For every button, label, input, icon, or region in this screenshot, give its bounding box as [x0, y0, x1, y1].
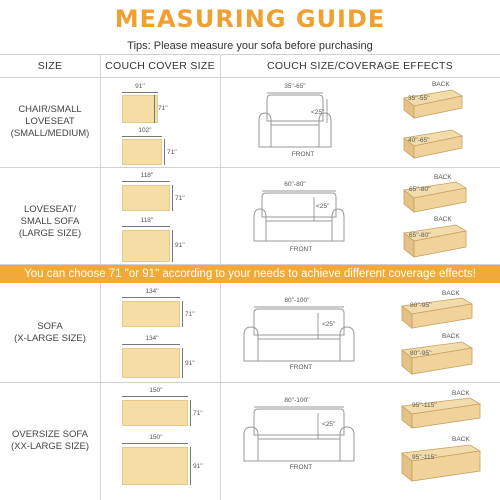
back-label: BACK	[442, 333, 460, 340]
coverage-range-label: 80''-95''	[410, 302, 432, 309]
size-name	[0, 429, 100, 453]
height-dimension-line	[164, 139, 165, 165]
page-title: MEASURING GUIDE	[114, 5, 386, 33]
couch-width-label: 60''-80''	[284, 181, 306, 188]
size-name-line: LOVESEAT/	[23, 204, 77, 215]
size-name-line: SOFA	[37, 321, 63, 332]
width-dimension-line	[122, 396, 188, 397]
coverage-range-label: 40''-65''	[408, 137, 430, 144]
sofa-outline-icon	[255, 91, 355, 159]
size-name-line: OVERSIZE SOFA	[11, 429, 89, 440]
sofa-cover-3d-icon	[398, 443, 488, 483]
size-name-line: (SMALL/MEDIUM)	[10, 128, 90, 139]
height-dimension-line	[182, 348, 183, 378]
sofa-cover-3d-icon	[400, 88, 466, 120]
cover-swatch	[122, 301, 180, 327]
cover-swatch	[122, 185, 170, 211]
coverage-range-label: 95''-115''	[412, 454, 437, 461]
title-bar	[0, 0, 500, 38]
width-dimension-line	[122, 181, 170, 182]
cover-height-label: 71''	[175, 195, 185, 202]
height-dimension-line	[190, 447, 191, 485]
front-label: FRONT	[291, 151, 315, 158]
coverage-banner: You can choose 71 "or 91" according to your needs to achieve different coverage effects!	[0, 265, 500, 283]
header-cover: COUCH COVER SIZE	[105, 60, 215, 72]
height-dimension-line	[172, 230, 173, 262]
header-size: SIZE	[37, 60, 63, 72]
cover-width-label: 150''	[149, 387, 163, 394]
cover-width-label: 91''	[135, 83, 145, 90]
coverage-range-label: 95''-115''	[412, 402, 437, 409]
width-dimension-line	[122, 443, 188, 444]
cover-swatch	[122, 348, 180, 378]
cover-height-label: 71''	[167, 149, 177, 156]
coverage-range-label: 65''-80''	[409, 232, 431, 239]
size-name-line: (LARGE SIZE)	[18, 228, 82, 239]
back-label: BACK	[434, 216, 452, 223]
cover-width-label: 134''	[145, 335, 159, 342]
back-label: BACK	[452, 436, 470, 443]
cover-width-label: 102''	[138, 127, 152, 134]
cover-height-label: 91''	[193, 463, 203, 470]
cover-height-label: 71''	[193, 410, 203, 417]
couch-depth-label: <25''	[311, 109, 325, 116]
couch-depth-label: <25''	[322, 321, 336, 328]
cover-width-label: 150''	[149, 434, 163, 441]
sofa-cover-3d-icon	[400, 128, 466, 160]
size-name	[0, 321, 100, 345]
size-name-line: (X-LARGE SIZE)	[14, 333, 86, 344]
cover-height-label: 71''	[185, 311, 195, 318]
front-label: FRONT	[289, 246, 313, 253]
width-dimension-line	[122, 226, 170, 227]
front-label: FRONT	[289, 364, 313, 371]
back-label: BACK	[432, 81, 450, 88]
width-dimension-line	[122, 344, 180, 345]
sofa-outline-icon	[240, 405, 370, 467]
header-coverage: COUCH SIZE/COVERAGE EFFECTS	[266, 60, 454, 72]
height-dimension-line	[182, 301, 183, 327]
cover-height-label: 91''	[175, 242, 185, 249]
sofa-outline-icon	[250, 189, 360, 249]
tips-text: Tips: Please measure your sofa before purchasing	[127, 40, 373, 52]
cover-height-label: 91''	[185, 360, 195, 367]
width-dimension-line	[122, 136, 162, 137]
coverage-range-label: 35''-55''	[408, 95, 430, 102]
cover-swatch	[122, 230, 170, 262]
sofa-outline-icon	[240, 305, 370, 367]
cover-swatch	[122, 400, 188, 426]
cover-width-label: 118''	[140, 172, 154, 179]
back-label: BACK	[434, 174, 452, 181]
height-dimension-line	[172, 185, 173, 211]
couch-width-label: 35''-65''	[284, 83, 306, 90]
size-name-line: CHAIR/SMALL	[18, 104, 82, 115]
cover-width-label: 118''	[140, 217, 154, 224]
size-name-line: (XX-LARGE SIZE)	[10, 441, 90, 452]
size-name	[0, 104, 100, 140]
cover-swatch	[122, 95, 158, 123]
cover-height-label: 71''	[158, 105, 168, 112]
height-dimension-line	[154, 95, 155, 123]
width-dimension-line	[122, 297, 180, 298]
cover-width-label: 134''	[145, 288, 159, 295]
size-name	[0, 204, 100, 240]
front-label: FRONT	[289, 464, 313, 471]
sofa-cover-3d-icon	[398, 340, 478, 376]
couch-depth-label: <25''	[322, 421, 336, 428]
height-dimension-line	[190, 400, 191, 426]
back-label: BACK	[452, 390, 470, 397]
size-name-line: SMALL SOFA	[20, 216, 80, 227]
couch-depth-label: <25''	[316, 203, 330, 210]
cover-swatch	[122, 447, 188, 485]
couch-width-label: 80''-100''	[284, 397, 310, 404]
table-header	[0, 54, 500, 78]
size-name-line: LOVESEAT	[25, 116, 75, 127]
sofa-cover-3d-icon	[400, 223, 470, 259]
coverage-range-label: 80''-95''	[410, 350, 432, 357]
coverage-range-label: 65''-80''	[409, 186, 431, 193]
width-dimension-line	[122, 92, 158, 93]
back-label: BACK	[442, 290, 460, 297]
cover-swatch	[122, 139, 162, 165]
couch-width-label: 80''-100''	[284, 297, 310, 304]
